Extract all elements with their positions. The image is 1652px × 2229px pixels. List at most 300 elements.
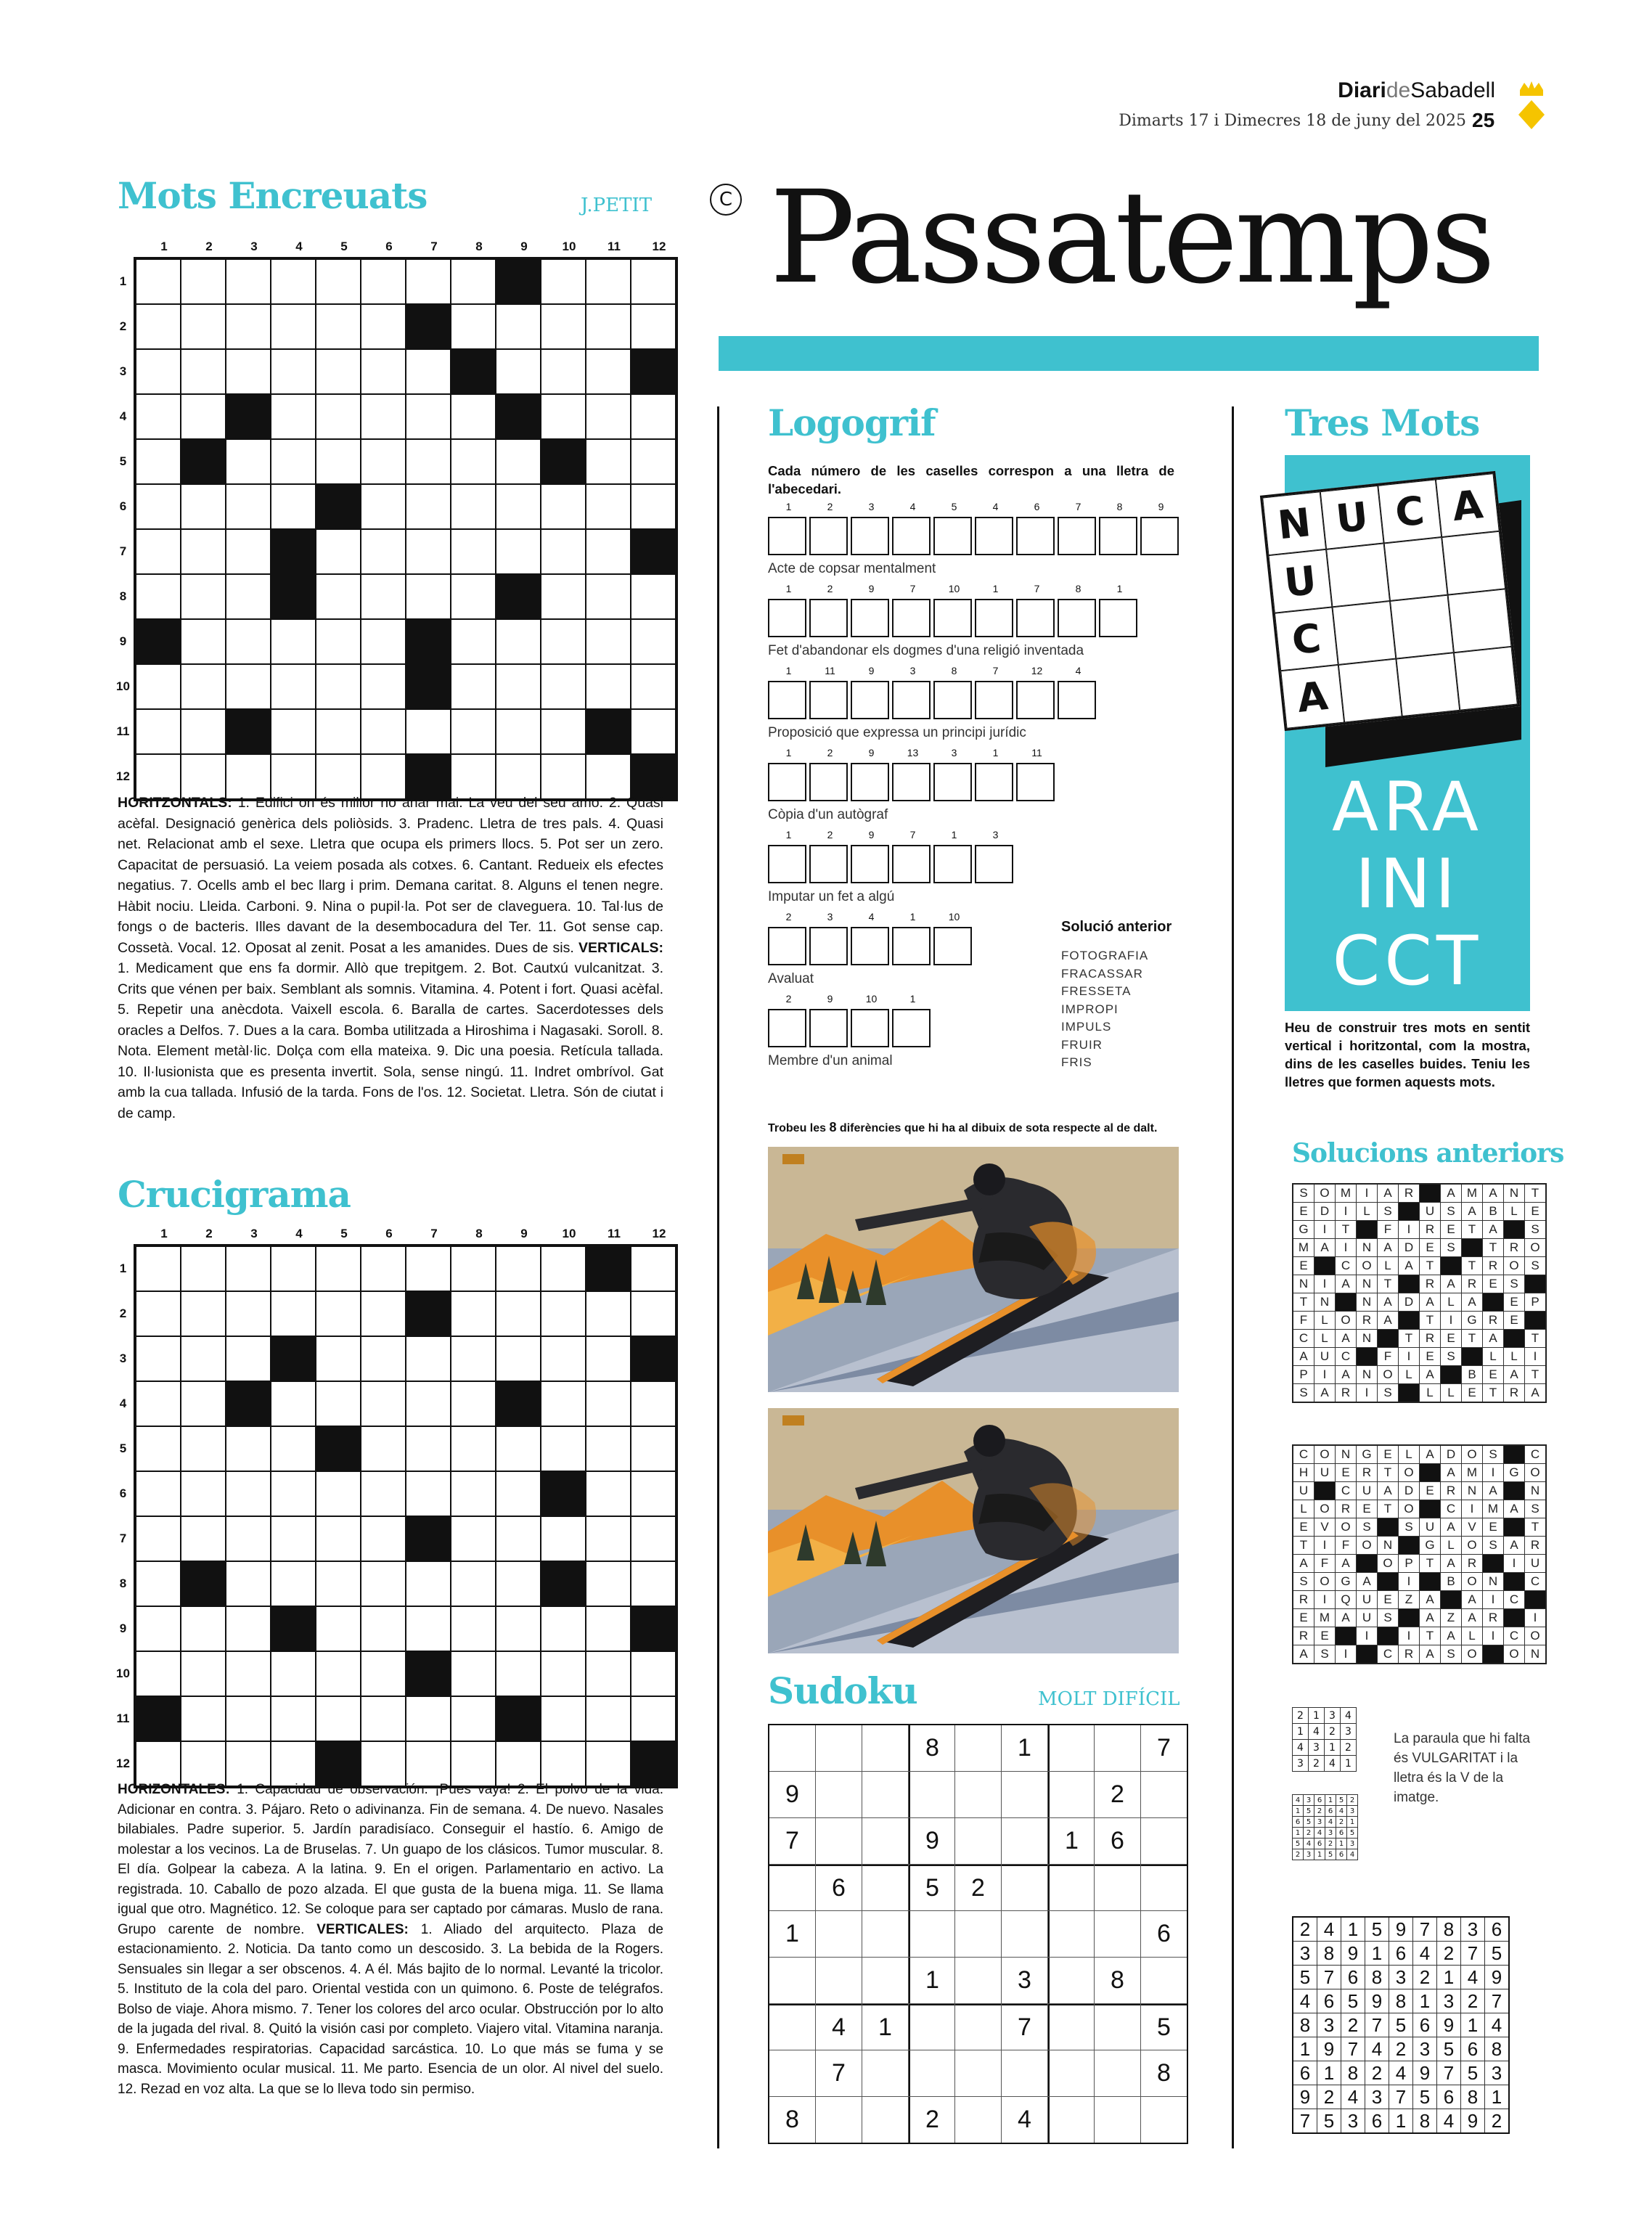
crossword-cell[interactable] — [541, 620, 585, 663]
crossword-cell[interactable] — [541, 485, 585, 528]
letter-box[interactable] — [1016, 681, 1055, 719]
crossword-cell[interactable] — [361, 1742, 405, 1786]
crossword-cell[interactable] — [496, 710, 540, 753]
crossword-cell[interactable] — [496, 755, 540, 798]
crossword-cell[interactable] — [496, 1292, 540, 1336]
crossword-cell[interactable] — [271, 1742, 315, 1786]
crossword-cell[interactable] — [586, 665, 630, 708]
crossword-cell[interactable] — [586, 1697, 630, 1741]
crossword-cell[interactable] — [631, 395, 675, 438]
crossword-cell[interactable] — [631, 710, 675, 753]
crossword-cell[interactable] — [406, 1562, 450, 1606]
sudoku-cell[interactable] — [909, 1911, 954, 1957]
crossword-cell[interactable] — [136, 485, 180, 528]
letter-box[interactable] — [892, 763, 931, 801]
crossword-cell[interactable] — [406, 710, 450, 753]
crossword-cell[interactable] — [496, 350, 540, 393]
sudoku-cell[interactable] — [769, 1958, 815, 2003]
tres-cell[interactable] — [1332, 601, 1396, 665]
letter-box[interactable] — [933, 599, 972, 637]
sudoku-cell[interactable] — [1095, 2004, 1140, 2050]
crossword-cell[interactable] — [451, 440, 495, 483]
crossword-cell[interactable] — [271, 1697, 315, 1741]
letter-box[interactable] — [892, 927, 931, 965]
letter-box[interactable] — [768, 763, 806, 801]
crossword-cell[interactable] — [226, 1247, 270, 1291]
sudoku-cell[interactable] — [1048, 1958, 1094, 2003]
crossword-cell[interactable] — [271, 305, 315, 348]
sudoku-cell[interactable] — [862, 1725, 908, 1771]
letter-box[interactable] — [851, 1009, 889, 1047]
crossword-cell[interactable] — [451, 305, 495, 348]
crossword-cell[interactable] — [181, 530, 225, 573]
letter-box[interactable] — [892, 845, 931, 883]
crossword-cell[interactable] — [136, 1607, 180, 1651]
sudoku-cell[interactable] — [1048, 2097, 1094, 2143]
crossword-cell[interactable] — [631, 1472, 675, 1516]
crossword-cell[interactable] — [316, 755, 360, 798]
crossword-cell[interactable] — [136, 1742, 180, 1786]
crossword-cell[interactable] — [586, 1382, 630, 1426]
letter-box[interactable] — [851, 681, 889, 719]
crossword-cell[interactable] — [181, 1337, 225, 1381]
sudoku-cell[interactable] — [816, 1958, 862, 2003]
crossword-cell[interactable] — [361, 1472, 405, 1516]
crossword-cell[interactable] — [226, 575, 270, 618]
sudoku-cell[interactable] — [909, 1772, 954, 1817]
letter-box[interactable] — [892, 599, 931, 637]
sudoku-cell[interactable] — [1141, 1865, 1187, 1910]
crossword-cell[interactable] — [181, 1382, 225, 1426]
letter-box[interactable] — [851, 845, 889, 883]
sudoku-cell[interactable] — [955, 1818, 1001, 1864]
crossword-cell[interactable] — [541, 1742, 585, 1786]
crossword-cell[interactable] — [181, 1607, 225, 1651]
letter-box[interactable] — [768, 681, 806, 719]
crossword-cell[interactable] — [271, 1292, 315, 1336]
letter-box[interactable] — [768, 845, 806, 883]
crossword-cell[interactable] — [406, 1742, 450, 1786]
crossword-cell[interactable] — [316, 1472, 360, 1516]
crossword-cell[interactable] — [136, 1292, 180, 1336]
crossword-cell[interactable] — [451, 665, 495, 708]
crossword-cell[interactable] — [361, 710, 405, 753]
crossword-cell[interactable] — [541, 530, 585, 573]
letter-box[interactable] — [768, 927, 806, 965]
crossword-cell[interactable] — [631, 620, 675, 663]
crossword-cell[interactable] — [226, 260, 270, 303]
crossword-cell[interactable] — [451, 1427, 495, 1471]
crossword-cell[interactable] — [181, 305, 225, 348]
sudoku-cell[interactable] — [816, 1818, 862, 1864]
crossword-cell[interactable] — [631, 1562, 675, 1606]
crossword-cell[interactable] — [586, 755, 630, 798]
crossword-cell[interactable] — [226, 1742, 270, 1786]
crossword-cell[interactable] — [361, 1382, 405, 1426]
crossword-cell[interactable] — [586, 1427, 630, 1471]
crossword-cell[interactable] — [586, 575, 630, 618]
sudoku-cell[interactable] — [955, 1911, 1001, 1957]
sudoku-cell[interactable] — [1141, 1772, 1187, 1817]
crossword-cell[interactable] — [181, 665, 225, 708]
sudoku-cell[interactable] — [862, 2097, 908, 2143]
crossword-cell[interactable] — [316, 1562, 360, 1606]
sudoku-cell[interactable] — [1002, 2050, 1047, 2096]
crossword-cell[interactable] — [316, 1292, 360, 1336]
crossword-cell[interactable] — [271, 1652, 315, 1696]
crossword-cell[interactable] — [181, 620, 225, 663]
crossword-cell[interactable] — [316, 350, 360, 393]
crossword-cell[interactable] — [226, 305, 270, 348]
crossword-cell[interactable] — [586, 350, 630, 393]
sudoku-cell[interactable] — [955, 2097, 1001, 2143]
letter-box[interactable] — [933, 681, 972, 719]
tres-cell[interactable] — [1454, 647, 1518, 711]
crossword-cell[interactable] — [541, 260, 585, 303]
sudoku-cell[interactable] — [862, 1911, 908, 1957]
crossword-cell[interactable] — [181, 1472, 225, 1516]
crossword-cell[interactable] — [361, 1427, 405, 1471]
sudoku-cell[interactable] — [769, 1865, 815, 1910]
sudoku-cell[interactable] — [1095, 2050, 1140, 2096]
sudoku-cell[interactable] — [1141, 2097, 1187, 2143]
crossword-cell[interactable] — [136, 1382, 180, 1426]
tres-cell[interactable] — [1326, 543, 1390, 607]
crossword-cell[interactable] — [271, 440, 315, 483]
tres-cell[interactable] — [1390, 595, 1454, 659]
crossword-cell[interactable] — [406, 1427, 450, 1471]
crossword-cell[interactable] — [406, 395, 450, 438]
letter-box[interactable] — [1016, 599, 1055, 637]
crossword-cell[interactable] — [631, 575, 675, 618]
sudoku-cell[interactable] — [1048, 1911, 1094, 1957]
crossword-cell[interactable] — [226, 1292, 270, 1336]
sudoku-cell[interactable] — [1048, 2050, 1094, 2096]
sudoku-cell[interactable] — [1095, 2097, 1140, 2143]
letter-box[interactable] — [851, 927, 889, 965]
crossword-cell[interactable] — [361, 575, 405, 618]
crossword-cell[interactable] — [496, 1427, 540, 1471]
crossword-cell[interactable] — [271, 1472, 315, 1516]
crossword-cell[interactable] — [586, 260, 630, 303]
letter-box[interactable] — [933, 763, 972, 801]
sudoku-cell[interactable] — [1002, 1818, 1047, 1864]
crossword-cell[interactable] — [496, 1337, 540, 1381]
crossword-cell[interactable] — [181, 260, 225, 303]
crossword-cell[interactable] — [361, 1652, 405, 1696]
crossword-cell[interactable] — [406, 260, 450, 303]
crossword-cell[interactable] — [541, 1427, 585, 1471]
crossword-cell[interactable] — [586, 395, 630, 438]
crossword-cell[interactable] — [316, 1382, 360, 1426]
tres-cell[interactable] — [1384, 537, 1448, 601]
tres-mots-grid[interactable] — [1260, 471, 1520, 731]
crossword-cell[interactable] — [496, 1562, 540, 1606]
crossword-cell[interactable] — [316, 620, 360, 663]
crossword-cell[interactable] — [271, 1427, 315, 1471]
crossword-cell[interactable] — [406, 1337, 450, 1381]
crossword-cell[interactable] — [631, 485, 675, 528]
crossword-cell[interactable] — [271, 755, 315, 798]
crossword-cell[interactable] — [406, 350, 450, 393]
crossword-cell[interactable] — [136, 755, 180, 798]
crossword-cell[interactable] — [496, 665, 540, 708]
crossword-cell[interactable] — [136, 665, 180, 708]
letter-box[interactable] — [1099, 517, 1137, 555]
crossword-cell[interactable] — [226, 665, 270, 708]
sudoku-cell[interactable] — [1095, 1911, 1140, 1957]
crossword-cell[interactable] — [586, 1562, 630, 1606]
crossword-cell[interactable] — [631, 1652, 675, 1696]
crossword-cell[interactable] — [136, 1472, 180, 1516]
crossword-cell[interactable] — [586, 1652, 630, 1696]
letter-box[interactable] — [768, 599, 806, 637]
crossword-cell[interactable] — [316, 1697, 360, 1741]
crossword-cell[interactable] — [226, 620, 270, 663]
crossword-cell[interactable] — [451, 1517, 495, 1561]
crossword-cell[interactable] — [406, 1607, 450, 1651]
crossword-cell[interactable] — [586, 1742, 630, 1786]
crossword-cell[interactable] — [631, 1382, 675, 1426]
crossword-cell[interactable] — [316, 1607, 360, 1651]
letter-box[interactable] — [975, 517, 1013, 555]
crossword-cell[interactable] — [406, 575, 450, 618]
crossword-cell[interactable] — [316, 1517, 360, 1561]
crossword-cell[interactable] — [181, 1427, 225, 1471]
crossword-cell[interactable] — [406, 530, 450, 573]
letter-box[interactable] — [1058, 599, 1096, 637]
crossword-cell[interactable] — [451, 1607, 495, 1651]
crossword-cell[interactable] — [226, 1472, 270, 1516]
crossword-cell[interactable] — [541, 1517, 585, 1561]
crossword-cell[interactable] — [631, 665, 675, 708]
crossword-cell[interactable] — [451, 620, 495, 663]
sudoku-cell[interactable] — [1002, 1911, 1047, 1957]
letter-box[interactable] — [933, 517, 972, 555]
crossword-cell[interactable] — [181, 1517, 225, 1561]
crossword-cell[interactable] — [271, 395, 315, 438]
crossword-cell[interactable] — [361, 1247, 405, 1291]
crossword-cell[interactable] — [496, 1472, 540, 1516]
crossword-cell[interactable] — [631, 1427, 675, 1471]
crossword-cell[interactable] — [271, 1247, 315, 1291]
letter-box[interactable] — [809, 681, 848, 719]
crossword-cell[interactable] — [496, 440, 540, 483]
crossword-cell[interactable] — [406, 1247, 450, 1291]
letter-box[interactable] — [809, 517, 848, 555]
letter-box[interactable] — [975, 599, 1013, 637]
crossword-cell[interactable] — [451, 1292, 495, 1336]
crossword-cell[interactable] — [181, 575, 225, 618]
crossword-cell[interactable] — [541, 1382, 585, 1426]
letter-box[interactable] — [975, 763, 1013, 801]
crossword-cell[interactable] — [496, 1247, 540, 1291]
crossword-cell[interactable] — [271, 1382, 315, 1426]
crossword-cell[interactable] — [271, 1517, 315, 1561]
crossword-cell[interactable] — [271, 350, 315, 393]
sudoku-cell[interactable] — [955, 1772, 1001, 1817]
letter-box[interactable] — [933, 845, 972, 883]
letter-box[interactable] — [851, 763, 889, 801]
sudoku-cell[interactable] — [816, 1911, 862, 1957]
crossword-cell[interactable] — [316, 260, 360, 303]
crossword-cell[interactable] — [631, 305, 675, 348]
crossword-cell[interactable] — [361, 1697, 405, 1741]
sudoku-cell[interactable] — [1095, 1865, 1140, 1910]
sudoku-cell[interactable] — [1141, 1958, 1187, 2003]
crossword-cell[interactable] — [541, 1337, 585, 1381]
crossword-cell[interactable] — [316, 305, 360, 348]
crossword-cell[interactable] — [361, 530, 405, 573]
crossword-cell[interactable] — [406, 1472, 450, 1516]
tres-cell[interactable] — [1338, 659, 1402, 723]
crossword-cell[interactable] — [226, 1427, 270, 1471]
crossword-cell[interactable] — [406, 485, 450, 528]
crossword-cell[interactable] — [136, 1337, 180, 1381]
crossword-cell[interactable] — [631, 1517, 675, 1561]
sudoku-cell[interactable] — [1002, 1772, 1047, 1817]
crossword-cell[interactable] — [451, 755, 495, 798]
crossword-cell[interactable] — [451, 1742, 495, 1786]
crossword-cell[interactable] — [451, 1472, 495, 1516]
mots-crossword-grid[interactable] — [134, 257, 678, 801]
letter-box[interactable] — [809, 599, 848, 637]
tres-cell[interactable] — [1448, 589, 1512, 653]
crossword-cell[interactable] — [586, 1337, 630, 1381]
crossword-cell[interactable] — [271, 665, 315, 708]
crossword-cell[interactable] — [586, 1292, 630, 1336]
crossword-cell[interactable] — [136, 1652, 180, 1696]
crossword-cell[interactable] — [541, 575, 585, 618]
crossword-cell[interactable] — [226, 1562, 270, 1606]
crossword-cell[interactable] — [271, 710, 315, 753]
crossword-cell[interactable] — [451, 1652, 495, 1696]
crossword-cell[interactable] — [271, 1562, 315, 1606]
sudoku-grid[interactable] — [768, 1724, 1188, 2144]
sudoku-cell[interactable] — [955, 2004, 1001, 2050]
crossword-cell[interactable] — [586, 1517, 630, 1561]
crossword-cell[interactable] — [361, 1517, 405, 1561]
crossword-cell[interactable] — [361, 485, 405, 528]
sudoku-cell[interactable] — [955, 1958, 1001, 2003]
letter-box[interactable] — [1058, 681, 1096, 719]
crossword-cell[interactable] — [541, 710, 585, 753]
sudoku-cell[interactable] — [862, 1865, 908, 1910]
crossword-cell[interactable] — [496, 1652, 540, 1696]
sudoku-cell[interactable] — [862, 2050, 908, 2096]
crossword-cell[interactable] — [361, 620, 405, 663]
sudoku-cell[interactable] — [955, 1725, 1001, 1771]
crossword-cell[interactable] — [541, 395, 585, 438]
crossword-cell[interactable] — [541, 1697, 585, 1741]
crossword-cell[interactable] — [316, 575, 360, 618]
letter-box[interactable] — [851, 599, 889, 637]
crossword-cell[interactable] — [361, 260, 405, 303]
crossword-cell[interactable] — [541, 1652, 585, 1696]
crossword-cell[interactable] — [451, 260, 495, 303]
crossword-cell[interactable] — [586, 485, 630, 528]
crossword-cell[interactable] — [631, 260, 675, 303]
sudoku-cell[interactable] — [955, 2050, 1001, 2096]
crossword-cell[interactable] — [181, 395, 225, 438]
crossword-cell[interactable] — [451, 530, 495, 573]
crossword-cell[interactable] — [316, 665, 360, 708]
crossword-cell[interactable] — [226, 350, 270, 393]
sudoku-cell[interactable] — [862, 1772, 908, 1817]
letter-box[interactable] — [892, 1009, 931, 1047]
crossword-cell[interactable] — [496, 620, 540, 663]
crossword-cell[interactable] — [361, 1292, 405, 1336]
crossword-cell[interactable] — [316, 395, 360, 438]
letter-box[interactable] — [975, 681, 1013, 719]
letter-box[interactable] — [809, 845, 848, 883]
crossword-cell[interactable] — [136, 530, 180, 573]
crossword-cell[interactable] — [361, 665, 405, 708]
crossword-cell[interactable] — [541, 665, 585, 708]
crossword-cell[interactable] — [496, 485, 540, 528]
crossword-cell[interactable] — [181, 1652, 225, 1696]
crossword-cell[interactable] — [271, 485, 315, 528]
crossword-cell[interactable] — [451, 710, 495, 753]
crossword-cell[interactable] — [226, 1697, 270, 1741]
crossword-cell[interactable] — [406, 1697, 450, 1741]
crossword-cell[interactable] — [361, 440, 405, 483]
sudoku-cell[interactable] — [1048, 1865, 1094, 1910]
crossword-cell[interactable] — [541, 755, 585, 798]
letter-box[interactable] — [851, 517, 889, 555]
crossword-cell[interactable] — [451, 395, 495, 438]
crossword-cell[interactable] — [226, 1652, 270, 1696]
crossword-cell[interactable] — [361, 1562, 405, 1606]
crossword-cell[interactable] — [181, 350, 225, 393]
sudoku-cell[interactable] — [816, 2097, 862, 2143]
crossword-cell[interactable] — [136, 1247, 180, 1291]
crossword-cell[interactable] — [586, 440, 630, 483]
sudoku-cell[interactable] — [816, 1772, 862, 1817]
letter-box[interactable] — [809, 927, 848, 965]
differences-image-bottom[interactable] — [768, 1408, 1179, 1653]
crossword-cell[interactable] — [541, 1607, 585, 1651]
crossword-cell[interactable] — [586, 305, 630, 348]
crossword-cell[interactable] — [406, 1382, 450, 1426]
crossword-cell[interactable] — [136, 350, 180, 393]
crossword-cell[interactable] — [136, 440, 180, 483]
sudoku-cell[interactable] — [769, 1725, 815, 1771]
sudoku-cell[interactable] — [1048, 2004, 1094, 2050]
letter-box[interactable] — [1099, 599, 1137, 637]
crossword-cell[interactable] — [586, 1607, 630, 1651]
crossword-cell[interactable] — [316, 1247, 360, 1291]
crossword-cell[interactable] — [496, 1517, 540, 1561]
crossword-cell[interactable] — [226, 755, 270, 798]
crossword-cell[interactable] — [586, 620, 630, 663]
crossword-cell[interactable] — [181, 1697, 225, 1741]
tres-cell[interactable] — [1442, 531, 1505, 595]
letter-box[interactable] — [1016, 517, 1055, 555]
sudoku-cell[interactable] — [1048, 1725, 1094, 1771]
crossword-cell[interactable] — [181, 485, 225, 528]
crossword-cell[interactable] — [451, 575, 495, 618]
crossword-cell[interactable] — [451, 485, 495, 528]
letter-box[interactable] — [975, 845, 1013, 883]
tres-cell[interactable] — [1396, 653, 1460, 716]
crossword-cell[interactable] — [136, 710, 180, 753]
letter-box[interactable] — [892, 681, 931, 719]
sudoku-cell[interactable] — [1048, 1772, 1094, 1817]
crossword-cell[interactable] — [181, 1742, 225, 1786]
crossword-cell[interactable] — [451, 1382, 495, 1426]
crossword-cell[interactable] — [226, 440, 270, 483]
